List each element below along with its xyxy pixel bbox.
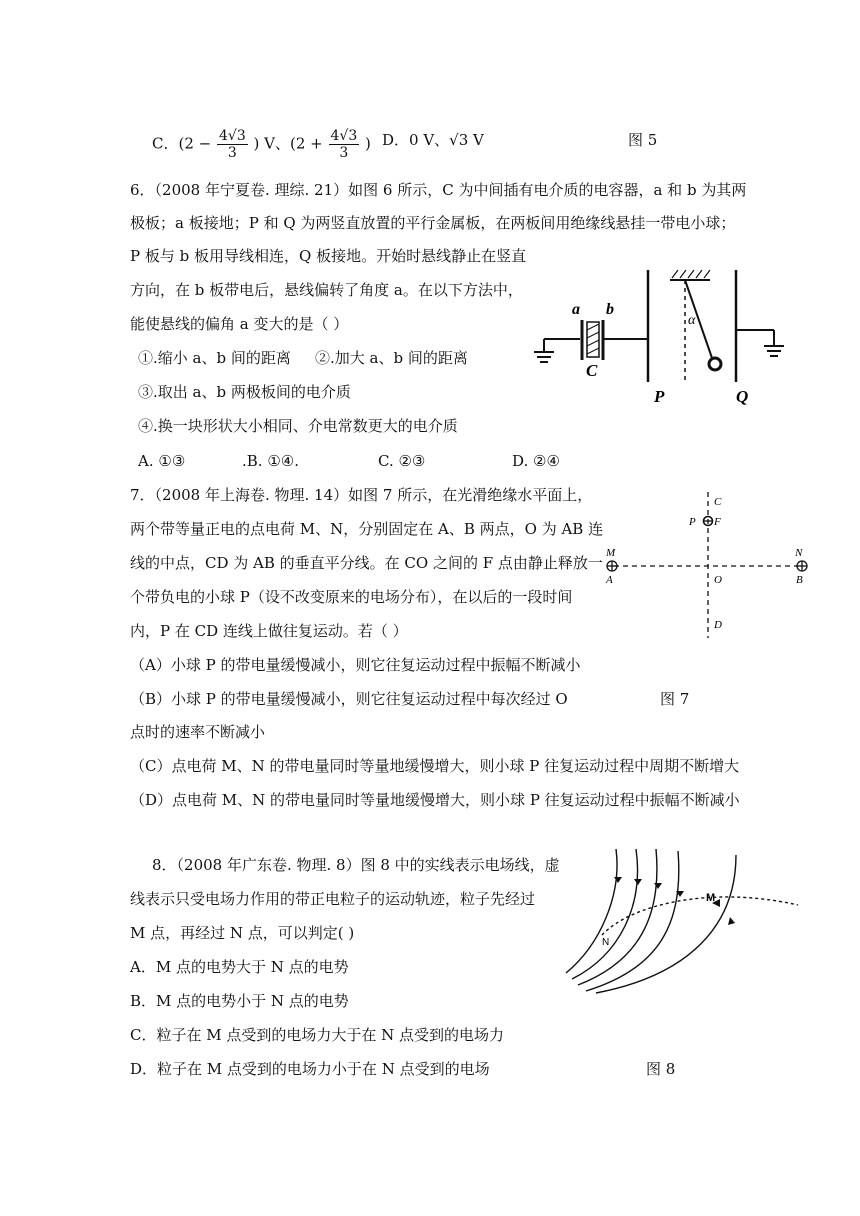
fig6-label-p: P	[654, 387, 665, 406]
q6-item-4: ④.换一块形状大小相同、介电常数更大的电介质	[138, 417, 458, 435]
fig7-label-o: O	[714, 574, 722, 586]
q6-line-5: 能使悬线的偏角 a 变大的是（ ）	[130, 315, 349, 333]
q7-option-d: （D）点电荷 M、N 的带电量同时等量地缓慢增大，则小球 P 往复运动过程中振幅不断减小	[130, 791, 740, 809]
q6-answer-c: C. ②③	[378, 452, 426, 470]
q8-line-3: M 点，再经过 N 点，可以判定( )	[130, 924, 355, 942]
fig8-label-m: M	[706, 892, 716, 904]
fig7-label-n: N	[795, 547, 803, 559]
q8-option-d: D．粒子在 M 点受到的电场力小于在 N 点受到的电场	[130, 1060, 490, 1078]
q8-option-b: B．M 点的电势小于 N 点的电势	[130, 992, 349, 1010]
q6-answer-b: .B. ①④.	[242, 452, 299, 470]
q7-line-1: 7．（2008 年上海卷. 物理. 14）如图 7 所示，在光滑绝缘水平面上，	[130, 486, 593, 504]
q8-line-1: 8．（2008 年广东卷. 物理. 8）图 8 中的实线表示电场线，虚	[152, 856, 560, 874]
fig7-label-d: D	[714, 619, 722, 631]
q5-option-c: C．(2 − $\frac{4√3}{3}$ ) V、(2 + $\frac{4√3}{3}$ )	[152, 128, 371, 161]
q6-line-2: 极板；a 板接地；P 和 Q 为两竖直放置的平行金属板，在两板间用绝缘线悬挂一带电小球；	[130, 214, 736, 232]
figure-5-caption: 图 5	[628, 131, 658, 149]
fig7-label-b: B	[796, 574, 803, 586]
q7-option-a: （A）小球 P 的带电量缓慢减小，则它往复运动过程中振幅不断减小	[130, 656, 581, 674]
q7-line-3: 线的中点，CD 为 AB 的垂直平分线。在 CO 之间的 F 点由静止释放一	[130, 554, 603, 572]
q7-option-b-cont: 点时的速率不断减小	[130, 723, 266, 741]
q6-item-3: ③.取出 a、b 两极板间的电介质	[138, 383, 351, 401]
fig6-label-a: a	[572, 301, 580, 318]
q7-option-b: （B）小球 P 的带电量缓慢减小，则它往复运动过程中每次经过 O	[130, 690, 568, 708]
fig6-label-q: Q	[736, 387, 749, 406]
figure-7-charges	[600, 488, 815, 640]
figure-7-caption: 图 7	[660, 690, 690, 708]
fig7-label-c: C	[714, 496, 722, 508]
fig7-label-m: M	[606, 547, 616, 559]
q7-line-2: 两个带等量正电的点电荷 M、N，分别固定在 A、B 两点，O 为 AB 连	[130, 520, 604, 538]
fig6-label-c: C	[586, 361, 598, 380]
fig8-label-n: N	[602, 937, 610, 948]
q8-option-a: A．M 点的电势大于 N 点的电势	[130, 958, 349, 976]
q7-line-5: 内，P 在 CD 连线上做往复运动。若（ ）	[130, 622, 408, 640]
fig7-label-f: F	[714, 516, 721, 528]
figure-6-capacitor-pendulum	[530, 262, 800, 412]
q6-item-1: ①.缩小 a、b 间的距离	[138, 349, 291, 367]
q6-item-2: ②.加大 a、b 间的距离	[315, 349, 468, 367]
q6-line-4: 方向，在 b 板带电后，悬线偏转了角度 a。在以下方法中，	[130, 281, 523, 299]
figure-8-field-lines	[560, 845, 835, 995]
q7-line-4: 个带负电的小球 P（设不改变原来的电场分布），在以后的一段时间	[130, 588, 573, 606]
q5-fraction-2: $\frac{4√3}{3}$	[330, 128, 358, 161]
q5-option-d: D．0 V、√3 V	[382, 131, 484, 149]
fig6-label-b: b	[606, 301, 614, 318]
q7-option-c: （C）点电荷 M、N 的带电量同时等量地缓慢增大，则小球 P 往复运动过程中周期不断增大	[130, 757, 740, 775]
fig6-label-alpha: α	[688, 313, 696, 328]
q6-answer-d: D. ②④	[512, 452, 560, 470]
q5-fraction-1: $\frac{4√3}{3}$	[219, 128, 246, 161]
q6-line-1: 6．（2008 年宁夏卷. 理综. 21）如图 6 所示，C 为中间插有电介质的电容器，a 和 b 为其两	[130, 181, 747, 199]
q8-option-c: C．粒子在 M 点受到的电场力大于在 N 点受到的电场力	[130, 1026, 505, 1044]
q6-answer-a: A. ①③	[138, 452, 186, 470]
figure-8-caption: 图 8	[646, 1060, 676, 1078]
fig7-label-a: A	[606, 574, 613, 586]
q8-line-2: 线表示只受电场力作用的带正电粒子的运动轨迹，粒子先经过	[130, 890, 536, 908]
fig7-label-p: P	[689, 516, 696, 528]
q6-line-3: P 板与 b 板用导线相连，Q 板接地。开始时悬线静止在竖直	[130, 247, 527, 265]
